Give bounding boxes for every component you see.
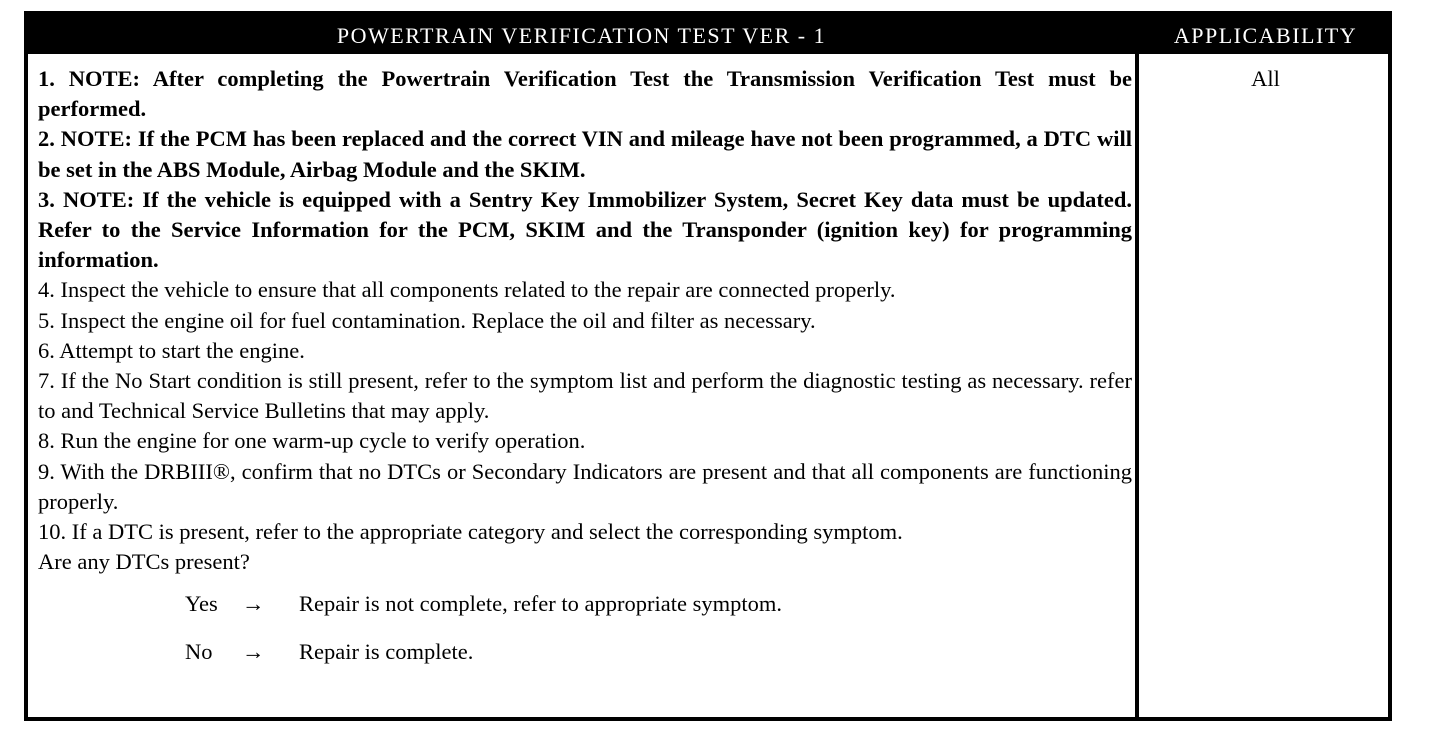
column-divider bbox=[1135, 54, 1139, 717]
test-step: 9. With the DRBIII®, confirm that no DTCs or Secondary Indicators are present and that all components are functioning properly. bbox=[38, 458, 1132, 514]
test-step: 5. Inspect the engine oil for fuel contamination. Replace the oil and filter as necessary. bbox=[38, 307, 816, 333]
answer-options bbox=[185, 589, 1132, 685]
test-step: 4. Inspect the vehicle to ensure that all components related to the repair are connected properly. bbox=[38, 277, 896, 303]
test-step: 3. NOTE: If the vehicle is equipped with a Sentry Key Immobilizer System, Secret Key data must be updated. Refer to the Service Information for the PCM, SKIM and the Transponder (ignition key) for programming information. bbox=[38, 186, 1132, 273]
answer-no-label: No bbox=[185, 639, 213, 665]
applicability-value: All bbox=[1251, 66, 1280, 91]
test-step: 2. NOTE: If the PCM has been replaced and the correct VIN and mileage have not been programmed, a DTC will be set in the ABS Module, Airbag Module and the SKIM. bbox=[38, 126, 1132, 182]
table-header bbox=[28, 15, 1388, 54]
answer-yes-text: Repair is not complete, refer to appropriate symptom. bbox=[299, 591, 782, 617]
test-step: Are any DTCs present? bbox=[38, 549, 250, 575]
answer-no-row bbox=[185, 637, 1132, 685]
right-arrow-icon: → bbox=[242, 639, 265, 665]
applicability-header: APPLICABILITY bbox=[1173, 23, 1358, 48]
test-step: 8. Run the engine for one warm-up cycle to verify operation. bbox=[38, 428, 586, 454]
test-step: 6. Attempt to start the engine. bbox=[38, 337, 305, 363]
table-title: POWERTRAIN VERIFICATION TEST VER - 1 bbox=[336, 23, 827, 48]
right-arrow-icon: → bbox=[242, 591, 265, 617]
answer-yes-label: Yes bbox=[185, 591, 218, 617]
answer-yes-row bbox=[185, 589, 1132, 637]
test-step: 10. If a DTC is present, refer to the appropriate category and select the corresponding symptom. bbox=[38, 519, 903, 545]
test-steps bbox=[38, 64, 1132, 685]
verification-test-table bbox=[24, 11, 1392, 721]
answer-no-text: Repair is complete. bbox=[299, 639, 474, 665]
test-step: 7. If the No Start condition is still present, refer to the symptom list and perform the diagnostic testing as necessary. refer to and Technical Service Bulletins that may apply. bbox=[38, 368, 1132, 424]
test-step: 1. NOTE: After completing the Powertrain Verification Test the Transmission Verification Test must be performed. bbox=[38, 66, 1132, 122]
